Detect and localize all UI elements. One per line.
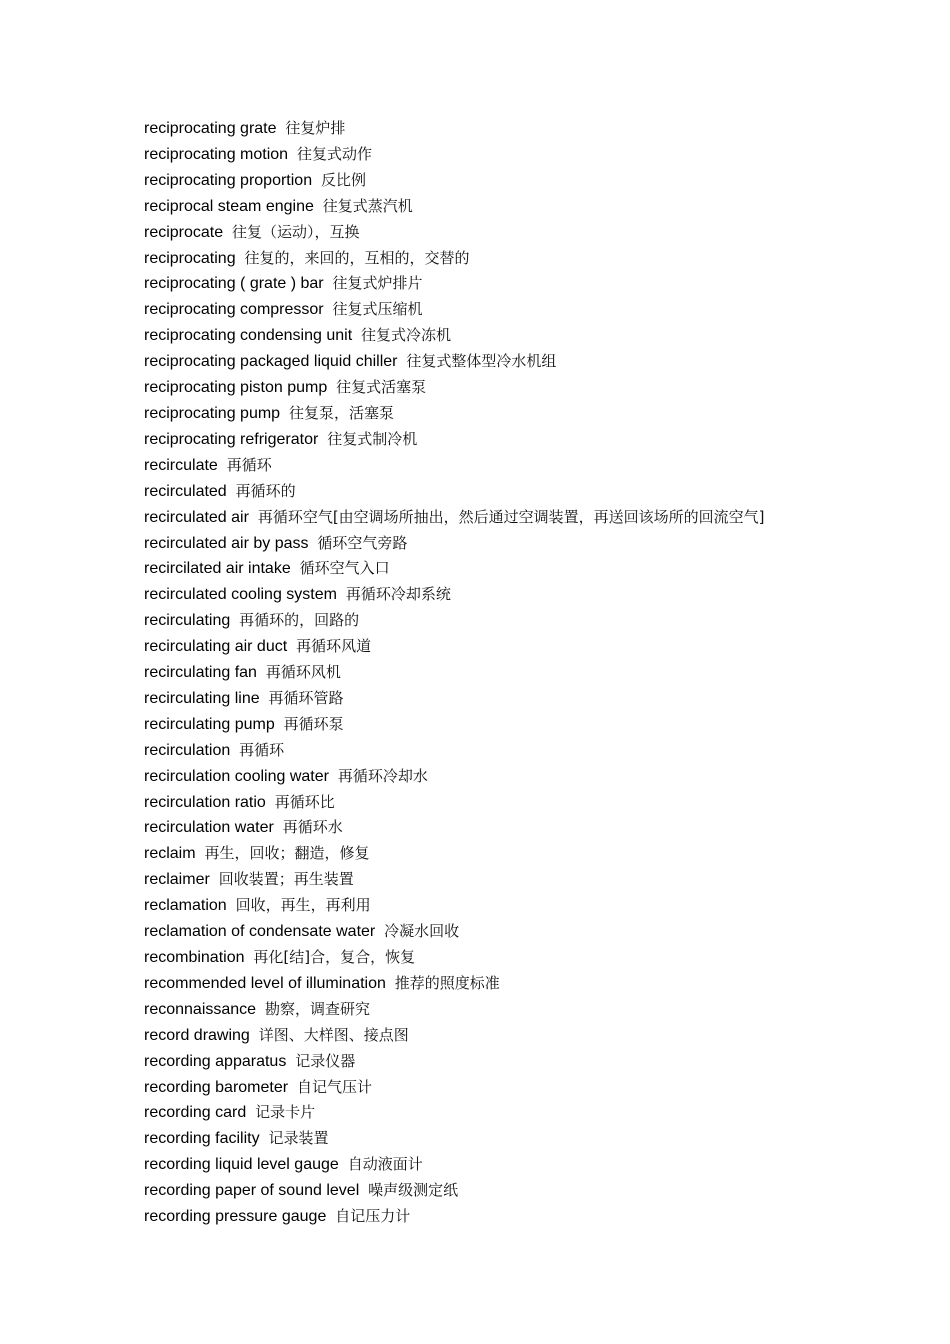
entry-term: reciprocate [144,223,224,241]
glossary-entry [144,349,808,375]
entry-definition: 记录装置 [268,1129,329,1148]
glossary-entry [144,582,808,608]
entry-definition: 往复的，来回的，互相的，交替的 [244,248,470,267]
entry-definition: 再循环空气[由空调场所抽出，然后通过空调装置，再送回该场所的回流空气] [257,507,765,526]
glossary-entry [144,841,808,867]
entry-definition: 冷凝水回收 [384,922,460,941]
entry-term: recirculation water [144,819,274,837]
entry-term: recirculate [144,456,218,474]
entry-term: recirculating air duct [144,638,288,656]
entry-definition: 记录仪器 [295,1051,356,1070]
glossary-entry [144,297,808,323]
entry-term: recording barometer [144,1078,289,1096]
glossary-entry [144,1204,808,1230]
entry-definition: 往复式压缩机 [332,300,423,319]
glossary-entry [144,867,808,893]
entry-term: reciprocating proportion [144,171,313,189]
glossary-entry [144,271,808,297]
glossary-entry [144,971,808,997]
entry-term: reclaim [144,845,196,863]
glossary-entry [144,246,808,272]
entry-term: recirculating [144,612,231,630]
entry-term: recording liquid level gauge [144,1156,339,1174]
glossary-entry [144,168,808,194]
glossary-entry [144,893,808,919]
glossary-entry [144,634,808,660]
glossary-entry [144,660,808,686]
entry-definition: 再循环冷却系统 [345,585,451,604]
glossary-entry [144,712,808,738]
glossary-entry [144,375,808,401]
glossary-entry [144,427,808,453]
entry-definition: 往复泵，活塞泵 [288,403,394,422]
entry-term: recirculation cooling water [144,767,329,785]
entry-definition: 往复式整体型冷水机组 [406,352,557,371]
entry-definition: 再生，回收；翻造，修复 [204,844,370,863]
glossary-entry [144,764,808,790]
entry-term: reciprocating packaged liquid chiller [144,353,398,371]
glossary-entry [144,1023,808,1049]
entry-definition: 往复（运动），互换 [232,222,360,241]
glossary-entry [144,556,808,582]
entry-term: recirculated [144,482,227,500]
entry-definition: 再循环风道 [296,637,372,656]
glossary-list [144,116,808,1230]
entry-term: recirculated air by pass [144,534,309,552]
entry-definition: 再循环冷却水 [337,766,428,785]
entry-definition: 再循环管路 [268,688,344,707]
entry-term: reciprocating grate [144,120,277,137]
entry-definition: 再循环水 [282,818,343,837]
glossary-entry [144,479,808,505]
entry-term: reciprocating [144,249,236,267]
entry-term: reciprocating piston pump [144,379,328,397]
entry-term: reciprocating ( grate ) bar [144,275,324,293]
glossary-entry [144,531,808,557]
glossary-entry [144,505,808,531]
entry-term: recording facility [144,1130,260,1148]
entry-definition: 再循环 [239,740,285,759]
glossary-entry [144,919,808,945]
entry-term: recording pressure gauge [144,1208,327,1226]
entry-definition: 反比例 [320,170,366,189]
entry-term: reciprocating pump [144,404,281,422]
glossary-entry [144,401,808,427]
entry-definition: 详图、大样图、接点图 [258,1025,409,1044]
entry-term: recombination [144,949,245,966]
entry-term: reclaimer [144,871,210,889]
entry-term: reconnaissance [144,1000,257,1018]
glossary-entry [144,1126,808,1152]
glossary-entry [144,815,808,841]
entry-definition: 循环空气旁路 [317,533,408,552]
entry-term: recommended level of illumination [144,974,386,992]
glossary-entry [144,1152,808,1178]
entry-definition: 再循环的 [235,481,296,500]
entry-definition: 往复式冷冻机 [361,326,452,345]
entry-definition: 自记气压计 [296,1077,372,1096]
glossary-entry [144,1100,808,1126]
glossary-entry [144,738,808,764]
entry-term: reclamation of condensate water [144,923,376,941]
entry-definition: 噪声级测定纸 [368,1181,459,1200]
entry-term: recirculating pump [144,715,275,733]
glossary-entry [144,790,808,816]
entry-term: reclamation [144,897,227,915]
glossary-entry [144,323,808,349]
entry-definition: 再循环 [226,455,272,474]
entry-definition: 自动液面计 [347,1155,423,1174]
glossary-entry [144,945,808,971]
entry-term: recirculating fan [144,664,257,682]
entry-term: reciprocating motion [144,145,289,163]
entry-term: reciprocating condensing unit [144,327,353,345]
entry-definition: 回收，再生，再利用 [235,896,371,915]
entry-term: reciprocating compressor [144,301,324,319]
entry-term: recirculated air [144,508,249,526]
glossary-entry [144,453,808,479]
entry-definition: 往复式蒸汽机 [322,196,413,215]
entry-definition: 回收装置；再生装置 [218,870,354,889]
glossary-entry [144,686,808,712]
entry-term: reciprocating refrigerator [144,430,319,448]
entry-definition: 再循环比 [274,792,335,811]
glossary-entry [144,142,808,168]
entry-term: recirculation [144,741,231,759]
glossary-entry [144,116,808,142]
entry-term: recirculated cooling system [144,586,337,604]
glossary-entry [144,220,808,246]
entry-term: reciprocal steam engine [144,197,314,215]
entry-term: recirculation ratio [144,793,266,811]
entry-definition: 再循环风机 [265,663,341,682]
entry-term: recording paper of sound level [144,1182,360,1200]
glossary-entry [144,608,808,634]
entry-definition: 推荐的照度标准 [394,973,500,992]
entry-definition: 勘察，调查研究 [264,999,370,1018]
glossary-entry [144,1178,808,1204]
entry-term: recording apparatus [144,1052,287,1070]
entry-definition: 再循环泵 [283,714,344,733]
entry-definition: 往复式活塞泵 [336,378,427,397]
entry-term: recircilated air intake [144,560,291,578]
glossary-entry [144,1049,808,1075]
glossary-entry [144,997,808,1023]
glossary-entry [144,194,808,220]
entry-term: recording card [144,1104,247,1122]
entry-definition: 往复式制冷机 [327,429,418,448]
entry-definition: 自记压力计 [335,1207,411,1226]
entry-definition: 往复式动作 [296,144,372,163]
entry-definition: 再化[结]合，复合，恢复 [253,948,416,966]
entry-term: recirculating line [144,689,260,707]
glossary-entry [144,1075,808,1101]
entry-definition: 往复式炉排片 [332,274,423,293]
entry-definition: 再循环的，回路的 [239,611,360,630]
entry-definition: 往复炉排 [285,119,346,137]
entry-definition: 循环空气入口 [299,559,390,578]
entry-definition: 记录卡片 [255,1103,316,1122]
entry-term: record drawing [144,1026,250,1044]
